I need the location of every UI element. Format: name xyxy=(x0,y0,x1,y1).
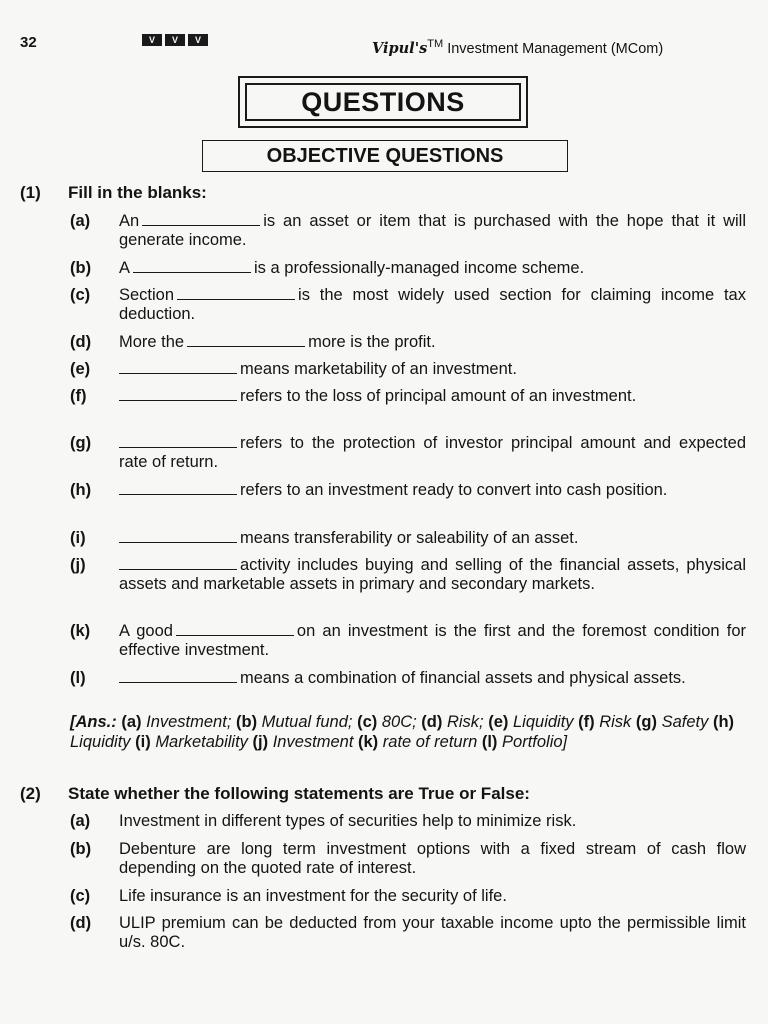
question-text-after: means transferability or saleability of an asset. xyxy=(240,529,579,547)
answer-label: (g) xyxy=(635,713,657,731)
answer-label: (c) xyxy=(357,713,378,731)
answer-label: (h) xyxy=(712,713,735,731)
trademark: TM xyxy=(427,38,444,50)
question-text-before: A good xyxy=(119,622,173,640)
statement-item xyxy=(70,812,746,831)
question-text-after: refers to the protection of investor principal amount and expected rate of return. xyxy=(119,434,746,471)
question-item xyxy=(70,333,746,352)
answer-label: (b) xyxy=(236,713,258,731)
answer-blank xyxy=(177,286,295,300)
statement-text: ULIP premium can be deducted from your taxable income upto the permissible limit u/s. 80C. xyxy=(119,914,746,951)
question-item xyxy=(70,360,746,379)
section-number: (1) xyxy=(20,183,41,202)
page-number: 32 xyxy=(20,34,37,51)
logo-letter: V xyxy=(165,34,185,46)
question-item xyxy=(70,556,746,594)
book-title: Investment Management (MCom) xyxy=(447,40,664,57)
statement-text: Life insurance is an investment for the security of life. xyxy=(119,887,507,905)
statement-text: Debenture are long term investment options with a fixed stream of cash flow depending on the quoted rate of interest. xyxy=(119,840,746,877)
answer-text: 80C; xyxy=(381,713,417,731)
question-label: (h) xyxy=(70,481,92,499)
question-label: (k) xyxy=(70,622,91,640)
section-number: (2) xyxy=(20,784,41,803)
answer-label: (a) xyxy=(121,713,142,731)
answer-blank xyxy=(187,333,305,347)
question-text-after: more is the profit. xyxy=(308,333,436,351)
question-label: (a) xyxy=(70,212,91,230)
statement-label: (c) xyxy=(70,887,91,905)
statement-item xyxy=(70,914,746,952)
statement-item xyxy=(70,840,746,878)
answer-blank xyxy=(176,622,294,636)
answer-text: Mutual fund; xyxy=(261,713,353,731)
statement-item xyxy=(70,887,746,906)
section-heading-text: Fill in the blanks: xyxy=(68,183,207,202)
question-label: (j) xyxy=(70,556,86,574)
question-label: (f) xyxy=(70,387,87,405)
answer-text: rate of return xyxy=(382,733,478,751)
answer-label: (i) xyxy=(135,733,151,751)
answer-label: (f) xyxy=(578,713,595,731)
question-label: (b) xyxy=(70,259,92,277)
answer-blank xyxy=(142,212,260,226)
question-item xyxy=(70,387,746,406)
question-label: (d) xyxy=(70,333,92,351)
question-item xyxy=(70,669,746,688)
question-text-after: on an investment is the first and the foremost condition for effective investment. xyxy=(119,622,746,659)
question-item xyxy=(70,434,746,472)
question-text-after: means marketability of an investment. xyxy=(240,360,517,378)
answer-text: Marketability xyxy=(155,733,248,751)
answer-label: (l) xyxy=(481,733,498,751)
statement-label: (a) xyxy=(70,812,91,830)
publisher-logo xyxy=(142,34,208,46)
question-label: (e) xyxy=(70,360,91,378)
page-title: QUESTIONS xyxy=(245,83,521,121)
question-text-after: means a combination of financial assets and physical assets. xyxy=(240,669,686,687)
answer-label: (d) xyxy=(421,713,443,731)
question-item xyxy=(70,622,746,660)
answer-text: Investment xyxy=(272,733,354,751)
section-title: OBJECTIVE QUESTIONS xyxy=(202,140,568,172)
question-label: (l) xyxy=(70,669,86,687)
question-text-before: A xyxy=(119,259,131,277)
question-label: (g) xyxy=(70,434,92,452)
question-text-before: An xyxy=(119,212,140,230)
question-item xyxy=(70,286,746,324)
answer-blank xyxy=(133,259,251,273)
question-item xyxy=(70,259,746,278)
question-text-after: is a professionally-managed income scheme. xyxy=(254,259,585,277)
brand-name: Vipul's xyxy=(372,39,428,57)
answer-blank xyxy=(119,434,237,448)
answer-blank xyxy=(119,387,237,401)
question-item xyxy=(70,529,746,548)
answer-label: (j) xyxy=(252,733,269,751)
section-heading xyxy=(20,784,530,804)
answer-text: Risk xyxy=(599,713,632,731)
answer-blank xyxy=(119,529,237,543)
answer-blank xyxy=(119,481,237,495)
logo-letter: V xyxy=(142,34,162,46)
question-text-before: More the xyxy=(119,333,185,351)
logo-letter: V xyxy=(188,34,208,46)
answer-text: Portfolio] xyxy=(502,733,568,751)
answer-label: (k) xyxy=(358,733,379,751)
section-heading-text: State whether the following statements are True or False: xyxy=(68,784,530,803)
statement-label: (d) xyxy=(70,914,92,932)
section-heading xyxy=(20,183,207,203)
statement-label: (b) xyxy=(70,840,92,858)
answer-text: Liquidity xyxy=(513,713,574,731)
answer-text: Liquidity xyxy=(70,733,131,751)
answer-key xyxy=(70,712,748,752)
answer-label: (e) xyxy=(488,713,509,731)
title-frame xyxy=(238,76,528,128)
question-text-after: activity includes buying and selling of the financial assets, physical assets and marketable assets in primary and secondary markets. xyxy=(119,556,746,593)
question-label: (i) xyxy=(70,529,86,547)
question-text-after: refers to an investment ready to convert into cash position. xyxy=(240,481,668,499)
question-text-before: Section xyxy=(119,286,175,304)
running-header xyxy=(372,38,663,57)
question-item xyxy=(70,481,746,500)
answer-text: Investment; xyxy=(146,713,232,731)
answer-key-label: [Ans.: xyxy=(70,713,117,731)
answer-blank xyxy=(119,669,237,683)
answer-text: Risk; xyxy=(446,713,484,731)
answer-blank xyxy=(119,556,237,570)
question-label: (c) xyxy=(70,286,91,304)
question-text-after: refers to the loss of principal amount of an investment. xyxy=(240,387,637,405)
question-text-after: is an asset or item that is purchased with the hope that it will generate income. xyxy=(119,212,746,249)
statement-text: Investment in different types of securities help to minimize risk. xyxy=(119,812,577,830)
question-text-after: is the most widely used section for claiming income tax deduction. xyxy=(119,286,746,323)
question-item xyxy=(70,212,746,250)
answer-text: Safety xyxy=(661,713,709,731)
answer-blank xyxy=(119,360,237,374)
